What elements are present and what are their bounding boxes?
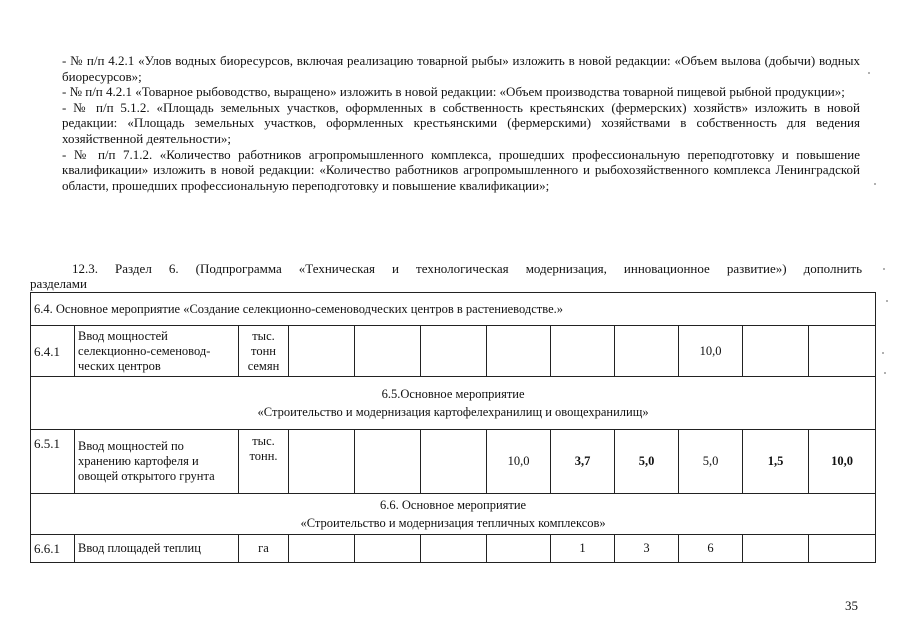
value-cell	[421, 430, 487, 494]
amendment-item: - № п/п 4.2.1 «Товарное рыбоводство, выращено» изложить в новой редакции: «Объем производства товарной пищевой рыбной продукции»;	[62, 84, 845, 100]
value-cell	[615, 326, 679, 377]
scan-speck	[868, 72, 870, 74]
row-unit: тыс. тонн семян	[239, 326, 289, 377]
value-cell	[551, 326, 615, 377]
amendment-item: - № п/п 5.1.2. «Площадь земельных участков, оформленных в собственность крестьянских (фермерских) хозяйств» изложить в новой редакции: «Площадь земельных участков, оформленных крестьянскими (фермерскими) хозяйствами в собственность для ведения хозяйственной деятельности»;	[62, 99, 860, 146]
subsection-heading	[31, 494, 876, 535]
value-cell: 10,0	[487, 430, 551, 494]
value-cell	[355, 326, 421, 377]
value-cell: 6	[679, 535, 743, 563]
value-cell: 5,0	[615, 430, 679, 494]
table-row	[31, 430, 876, 494]
subsection-heading	[31, 377, 876, 430]
value-cell	[355, 430, 421, 494]
value-cell: 3,7	[551, 430, 615, 494]
subsection-heading-line: «Строительство и модернизация картофелехранилищ и овощехранилищ»	[257, 404, 649, 419]
value-cell: 1,5	[743, 430, 809, 494]
value-cell: 3	[615, 535, 679, 563]
scan-speck	[884, 372, 886, 374]
value-cell: 1	[551, 535, 615, 563]
table-row	[31, 326, 876, 377]
value-cell	[289, 430, 355, 494]
section-heading	[30, 261, 862, 291]
scan-speck	[874, 183, 876, 185]
table-row	[31, 494, 876, 535]
amendment-list	[62, 53, 860, 193]
scan-speck	[883, 268, 885, 270]
amendment-item: - № п/п 4.2.1 «Улов водных биоресурсов, включая реализацию товарной рыбы» изложить в новой редакции: «Объем вылова (добычи) водных биоресурсов»;	[62, 53, 860, 84]
section-heading-line: 12.3. Раздел 6. (Подпрограмма «Техническая и технологическая модернизация, инновационное развитие») дополнить	[72, 261, 862, 276]
value-cell	[743, 535, 809, 563]
row-name: Ввод мощностей селекционно-семеновод-ческих центров	[75, 326, 239, 377]
value-cell	[421, 535, 487, 563]
value-cell	[355, 535, 421, 563]
value-cell: 10,0	[679, 326, 743, 377]
page-number: 35	[845, 598, 858, 613]
value-cell: 10,0	[809, 430, 876, 494]
row-name: Ввод мощностей по хранению картофеля и овощей открытого грунта	[75, 430, 239, 494]
value-cell	[487, 535, 551, 563]
scan-speck	[882, 352, 884, 354]
subsection-heading: 6.4. Основное мероприятие «Создание селекционно-семеноводческих центров в растениеводстве.»	[31, 293, 876, 326]
row-number: 6.4.1	[31, 326, 75, 377]
row-name: Ввод площадей теплиц	[75, 535, 239, 563]
subsection-heading-line: 6.6. Основное мероприятие	[380, 497, 527, 512]
value-cell: 5,0	[679, 430, 743, 494]
value-cell	[421, 326, 487, 377]
row-unit: га	[239, 535, 289, 563]
subsection-heading-line: 6.5.Основное мероприятие	[381, 386, 525, 401]
value-cell	[487, 326, 551, 377]
value-cell	[809, 535, 876, 563]
table-row	[31, 293, 876, 326]
indicators-table	[30, 292, 876, 563]
row-number: 6.5.1	[31, 430, 75, 494]
row-unit: тыс. тонн.	[239, 430, 289, 494]
value-cell	[289, 326, 355, 377]
table-row	[31, 377, 876, 430]
subsection-heading-line: «Строительство и модернизация тепличных комплексов»	[300, 515, 606, 530]
table-row	[31, 535, 876, 563]
value-cell	[289, 535, 355, 563]
value-cell	[809, 326, 876, 377]
scan-speck	[886, 300, 888, 302]
value-cell	[743, 326, 809, 377]
amendment-item: - № п/п 7.1.2. «Количество работников агропромышленного комплекса, прошедших профессиональную переподготовку и повышение квалификации» изложить в новой редакции: «Количество работников агропромышленного и рыбохозяйственного комплекса Ленинградской области, прошедших профессиональную переподготовку и повышение квалификации»;	[62, 146, 860, 193]
section-heading-line: разделами	[30, 276, 87, 291]
row-number: 6.6.1	[31, 535, 75, 563]
